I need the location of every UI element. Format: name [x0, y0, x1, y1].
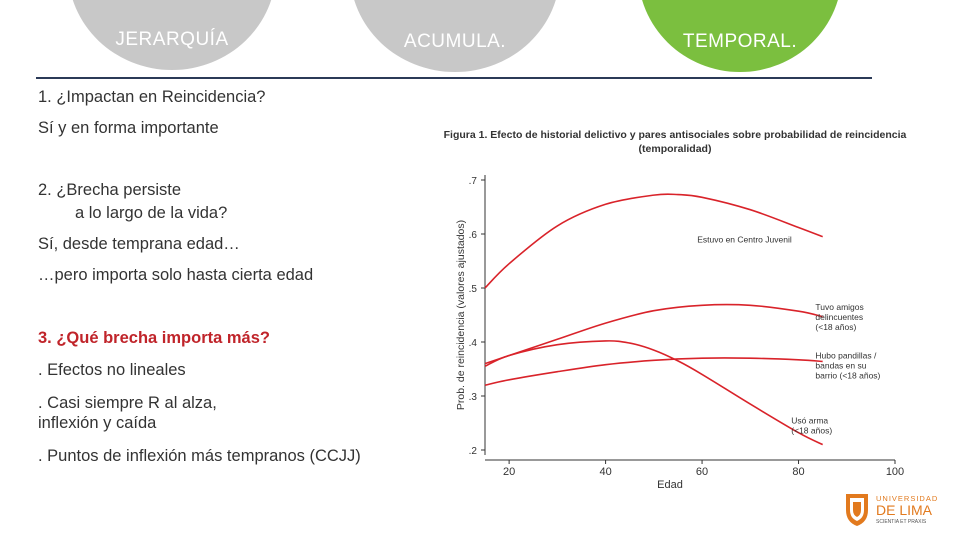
y-tick-label: .2: [468, 446, 477, 457]
series-label: Estuvo en Centro Juvenil: [697, 234, 792, 245]
figure-title: [440, 128, 910, 156]
figure-title-line-2: (temporalidad): [638, 143, 712, 155]
x-tick-label: 100: [885, 466, 905, 478]
figure-title-line-1: Figura 1. Efecto de historial delictivo y pares antisociales sobre probabilidad de reincidencia: [443, 129, 907, 141]
question-1: 1. ¿Impactan en Reincidencia?: [38, 88, 266, 106]
series-label: delincuentes: [815, 311, 864, 322]
svg-text:SCIENTIA ET PRAXIS: SCIENTIA ET PRAXIS: [876, 519, 927, 525]
series-line-3: [485, 341, 823, 445]
question-3: 3. ¿Qué brecha importa más?: [38, 329, 270, 347]
university-logo: [840, 488, 958, 528]
svg-text:DE LIMA: DE LIMA: [876, 502, 933, 518]
answer-2b: …pero importa solo hasta cierta edad: [38, 266, 314, 284]
y-axis-label: Prob. de reincidencia (valores ajustados): [455, 219, 467, 411]
answer-2: Sí, desde temprana edad…: [38, 235, 240, 253]
y-tick-label: .6: [468, 230, 477, 241]
svg-text:UNIVERSIDAD: UNIVERSIDAD: [876, 494, 939, 503]
bubble-label-temporal: TEMPORAL.: [682, 31, 798, 52]
series-line-1: [485, 305, 823, 364]
series-label: Tuvo amigos: [815, 301, 864, 312]
series-label: Usó arma: [791, 415, 829, 426]
header-divider: [36, 77, 872, 79]
series-label: Hubo pandillas /: [815, 350, 877, 361]
series-label: (<18 años): [815, 321, 857, 332]
university-crest-icon: [840, 488, 958, 528]
series-line-2: [485, 358, 823, 385]
series-label: barrio (<18 años): [815, 370, 881, 381]
reincidence-chart: [440, 160, 920, 495]
point-3: . Puntos de inflexión más tempranos (CCJJ): [38, 447, 361, 465]
y-tick-label: .7: [468, 176, 477, 187]
x-axis-label: Edad: [657, 479, 683, 491]
x-tick-label: 20: [502, 466, 516, 478]
point-2-line-2: inflexión y caída: [38, 414, 157, 432]
y-tick-label: .5: [468, 284, 477, 295]
answer-1: Sí y en forma importante: [38, 119, 219, 137]
point-1: . Efectos no lineales: [38, 361, 186, 379]
question-2-line-1: 2. ¿Brecha persiste: [38, 181, 182, 199]
y-tick-label: .4: [468, 338, 477, 349]
bubble-label-acumula: ACUMULA.: [403, 31, 507, 52]
point-2-line-1: . Casi siempre R al alza,: [38, 394, 217, 412]
series-label: (<18 años): [791, 425, 833, 436]
x-tick-label: 40: [599, 466, 612, 478]
bubble-label-jerarquia: JERARQUÍA: [115, 29, 229, 50]
x-tick-label: 60: [695, 466, 709, 478]
question-2-line-2: a lo largo de la vida?: [75, 204, 228, 222]
x-tick-label: 80: [792, 466, 805, 478]
y-tick-label: .3: [468, 392, 477, 403]
series-label: bandas en su: [815, 360, 867, 371]
